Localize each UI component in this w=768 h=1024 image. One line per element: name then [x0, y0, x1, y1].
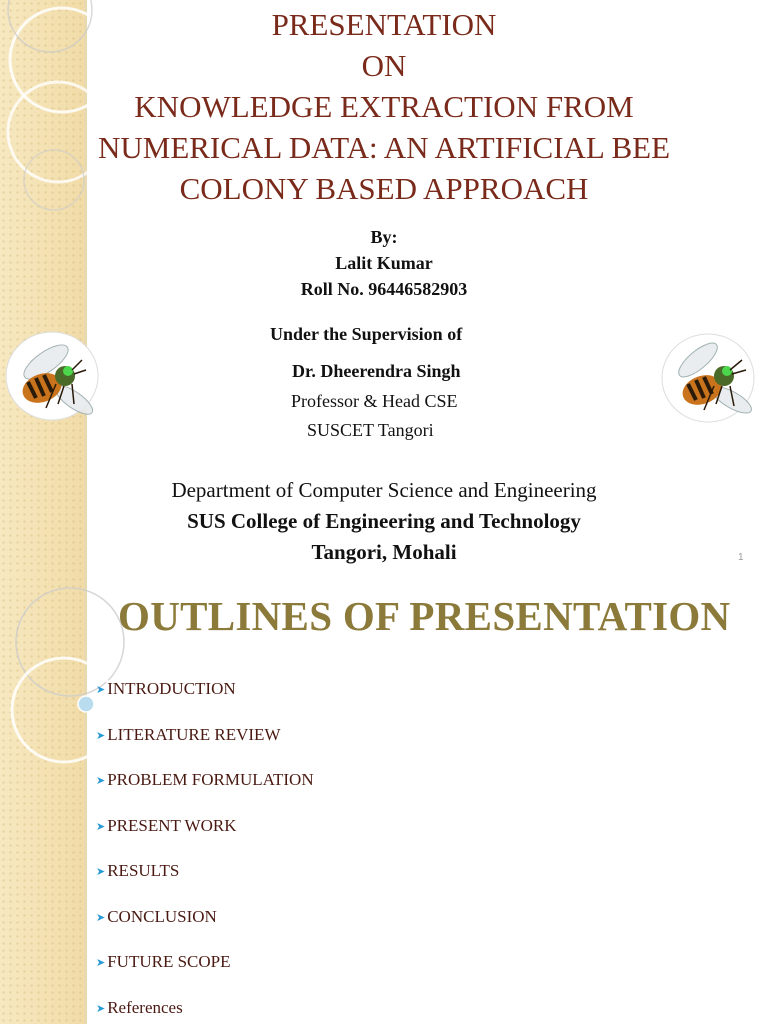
bee-icon	[658, 330, 758, 426]
title-line: KNOWLEDGE EXTRACTION FROM	[134, 89, 634, 124]
list-item-label: References	[107, 997, 183, 1017]
institution-block	[0, 475, 768, 568]
list-item	[96, 725, 314, 771]
arrow-bullet-icon: ➤	[96, 684, 106, 696]
department: Department of Computer Science and Engineering	[171, 478, 597, 502]
list-item	[96, 952, 314, 998]
arrow-bullet-icon: ➤	[96, 911, 106, 924]
list-item-label: CONCLUSION	[107, 906, 217, 926]
title-line: NUMERICAL DATA: AN ARTIFICIAL BEE	[97, 130, 671, 165]
slide-title	[0, 4, 768, 209]
outline-slide	[0, 576, 768, 1024]
list-item-label: PROBLEM FORMULATION	[107, 770, 314, 789]
list-item-label: FUTURE SCOPE	[107, 952, 231, 971]
title-line: PRESENTATION	[271, 7, 497, 42]
list-item-label: PRESENT WORK	[107, 815, 237, 835]
supervision-label: Under the Supervision of	[270, 324, 463, 344]
bee-icon	[2, 326, 102, 422]
arrow-bullet-icon: ➤	[96, 820, 106, 833]
list-item	[96, 907, 314, 953]
list-item	[96, 679, 314, 725]
outline-title: OUTLINES OF PRESENTATION	[118, 593, 731, 639]
list-item-label: LITERATURE REVIEW	[107, 724, 281, 744]
author-name: Lalit Kumar	[335, 253, 433, 273]
by-label: By:	[370, 227, 398, 247]
supervisor-name: Dr. Dheerendra Singh	[292, 361, 461, 381]
list-item	[96, 816, 314, 862]
college: SUS College of Engineering and Technology	[187, 509, 581, 533]
author-block	[0, 224, 768, 302]
title-line: COLONY BASED APPROACH	[179, 171, 589, 206]
title-line: ON	[361, 48, 407, 83]
list-item	[96, 998, 314, 1024]
list-item-label: RESULTS	[107, 861, 180, 880]
arrow-bullet-icon: ➤	[96, 957, 106, 969]
supervisor-title: Professor & Head CSE	[291, 391, 458, 411]
outline-list	[96, 679, 314, 1024]
list-item	[96, 770, 314, 816]
list-item-label: INTRODUCTION	[107, 679, 236, 698]
decorative-dot-icon	[78, 696, 94, 712]
supervisor-org: SUSCET Tangori	[307, 420, 434, 440]
arrow-bullet-icon: ➤	[96, 729, 106, 742]
roll-number: Roll No. 96446582903	[300, 279, 468, 299]
list-item	[96, 861, 314, 907]
location: Tangori, Mohali	[311, 540, 457, 564]
arrow-bullet-icon: ➤	[96, 775, 106, 787]
arrow-bullet-icon: ➤	[96, 866, 106, 878]
arrow-bullet-icon: ➤	[96, 1002, 106, 1015]
page-number: 1	[738, 552, 744, 563]
